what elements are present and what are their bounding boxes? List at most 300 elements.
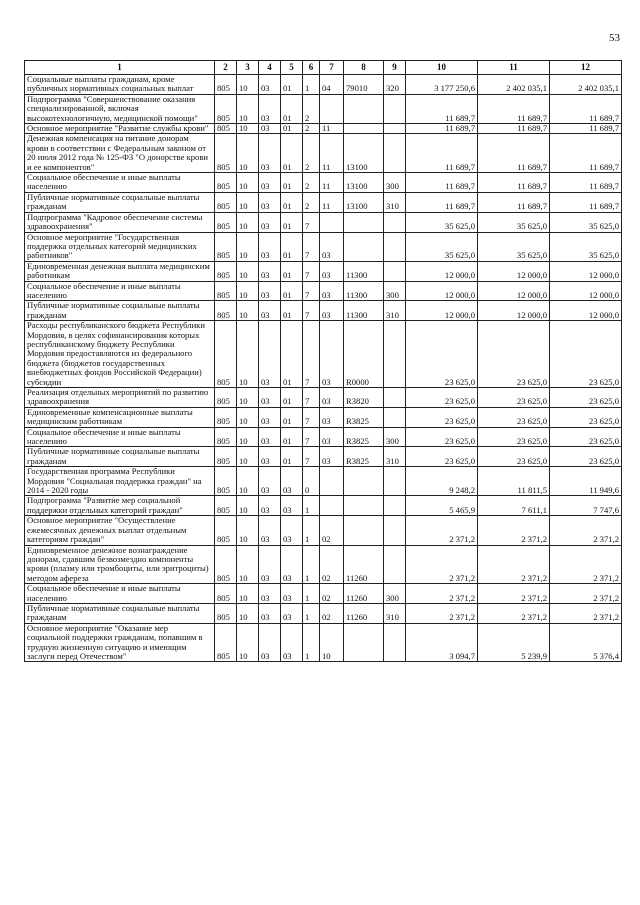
table-row [25,467,622,496]
amount-cell: 23 625,0 [406,447,478,467]
code-cell: 805 [215,124,237,134]
table-row [25,281,622,301]
code-cell: 10 [237,516,259,545]
code-cell: 10 [237,427,259,447]
code-cell: 805 [215,623,237,662]
amount-cell: 11 689,7 [406,124,478,134]
amount-cell: 11 689,7 [478,173,550,193]
code-cell: 03 [259,261,281,281]
code-cell [384,124,406,134]
code-cell: 10 [237,261,259,281]
code-cell: 03 [320,301,344,321]
code-cell: 10 [320,623,344,662]
code-cell: 300 [384,427,406,447]
code-cell: 805 [215,603,237,623]
amount-cell: 12 000,0 [406,281,478,301]
amount-cell: 11 689,7 [550,94,622,123]
amount-cell: 35 625,0 [550,232,622,261]
code-cell: 03 [281,516,303,545]
code-cell [384,94,406,123]
amount-cell: 11 689,7 [478,134,550,173]
code-cell: 805 [215,467,237,496]
code-cell: 805 [215,192,237,212]
code-cell: 01 [281,173,303,193]
code-cell: 10 [237,496,259,516]
code-cell: 10 [237,388,259,408]
amount-cell: 12 000,0 [406,301,478,321]
row-name-cell: Социальное обеспечение и иные выплаты населению [25,427,215,447]
amount-cell: 12 000,0 [406,261,478,281]
code-cell: 11 [320,124,344,134]
code-cell [384,516,406,545]
code-cell: 10 [237,94,259,123]
header-cell: 11 [478,61,550,75]
code-cell: 805 [215,301,237,321]
code-cell: 805 [215,261,237,281]
code-cell: 04 [320,75,344,95]
amount-cell: 23 625,0 [406,321,478,388]
code-cell [344,516,384,545]
code-cell: 1 [303,623,320,662]
table-row [25,212,622,232]
row-name-cell: Публичные нормативные социальные выплаты гражданам [25,447,215,467]
code-cell: R3820 [344,388,384,408]
code-cell: 11 [320,134,344,173]
amount-cell: 2 371,2 [406,545,478,584]
row-name-cell: Публичные нормативные социальные выплаты гражданам [25,192,215,212]
amount-cell: 11 689,7 [406,173,478,193]
amount-cell: 11 689,7 [550,134,622,173]
code-cell: 805 [215,212,237,232]
code-cell: 2 [303,94,320,123]
code-cell: 10 [237,545,259,584]
code-cell: 03 [259,232,281,261]
row-name-cell: Основное мероприятие "Осуществление ежемесячных денежных выплат отдельным категориям граждан" [25,516,215,545]
code-cell [384,407,406,427]
amount-cell: 2 371,2 [550,545,622,584]
code-cell [344,94,384,123]
header-cell: 7 [320,61,344,75]
row-name-cell: Публичные нормативные социальные выплаты гражданам [25,301,215,321]
code-cell: 310 [384,447,406,467]
amount-cell: 23 625,0 [478,388,550,408]
row-name-cell: Подпрограмма "Совершенствование оказания специализированной, включая высокотехнологичную, медицинской помощи" [25,94,215,123]
code-cell: 01 [281,321,303,388]
code-cell: 11260 [344,545,384,584]
header-cell: 2 [215,61,237,75]
table-row [25,134,622,173]
code-cell [384,232,406,261]
amount-cell: 11 689,7 [406,94,478,123]
code-cell: 805 [215,584,237,604]
code-cell: 03 [281,623,303,662]
table-row [25,124,622,134]
code-cell: 03 [259,584,281,604]
code-cell: 03 [259,545,281,584]
code-cell [384,545,406,584]
table-row [25,545,622,584]
amount-cell: 11 689,7 [478,192,550,212]
amount-cell: 23 625,0 [550,427,622,447]
row-name-cell: Единовременное денежное вознаграждение донорам, сдавшим безвозмездно компоненты крови (плазму или тромбоциты, или эритроциты) методом афереза [25,545,215,584]
row-name-cell: Расходы республиканского бюджета Республики Мордовия, в целях софинансирования которых республиканскому бюджету Республики Мордовия предоставляются из федерального бюджета (бюджетов государственных внебюджетных фондов Российской Федерации) субсидии [25,321,215,388]
code-cell: 01 [281,75,303,95]
amount-cell: 35 625,0 [406,232,478,261]
code-cell [344,467,384,496]
row-name-cell: Основное мероприятие "Развитие службы крови" [25,124,215,134]
code-cell [320,212,344,232]
amount-cell: 3 177 250,6 [406,75,478,95]
code-cell: 805 [215,407,237,427]
table-row [25,173,622,193]
code-cell: 03 [259,407,281,427]
code-cell: 805 [215,427,237,447]
code-cell: 03 [259,75,281,95]
code-cell: 03 [259,212,281,232]
amount-cell: 11 689,7 [406,134,478,173]
code-cell: 03 [320,447,344,467]
row-name-cell: Социальное обеспечение и иные выплаты населению [25,281,215,301]
amount-cell: 5 239,9 [478,623,550,662]
code-cell: 03 [281,496,303,516]
code-cell: 01 [281,281,303,301]
code-cell: 320 [384,75,406,95]
row-name-cell: Подпрограмма "Кадровое обеспечение системы здравоохранения" [25,212,215,232]
code-cell: 2 [303,173,320,193]
amount-cell: 7 747,6 [550,496,622,516]
amount-cell: 5 465,9 [406,496,478,516]
amount-cell: 7 611,1 [478,496,550,516]
code-cell: 2 [303,124,320,134]
code-cell: 310 [384,603,406,623]
code-cell: 10 [237,281,259,301]
amount-cell: 23 625,0 [550,388,622,408]
code-cell: 11 [320,173,344,193]
code-cell: 03 [320,281,344,301]
budget-table [24,60,622,662]
row-name-cell: Социальное обеспечение и иные выплаты населению [25,584,215,604]
code-cell: 01 [281,134,303,173]
code-cell: 03 [281,584,303,604]
code-cell: 03 [259,623,281,662]
header-cell: 6 [303,61,320,75]
code-cell [344,232,384,261]
code-cell: 03 [259,124,281,134]
header-cell: 4 [259,61,281,75]
amount-cell: 23 625,0 [406,427,478,447]
code-cell: 11300 [344,261,384,281]
code-cell: 10 [237,134,259,173]
amount-cell: 35 625,0 [406,212,478,232]
amount-cell: 23 625,0 [550,407,622,427]
amount-cell: 23 625,0 [406,388,478,408]
code-cell: 10 [237,301,259,321]
code-cell: 11300 [344,281,384,301]
code-cell: 01 [281,407,303,427]
code-cell: 10 [237,124,259,134]
code-cell: 805 [215,173,237,193]
code-cell: 03 [320,427,344,447]
table-row [25,94,622,123]
table-row [25,75,622,95]
code-cell: 805 [215,75,237,95]
table-row [25,321,622,388]
amount-cell: 2 371,2 [406,603,478,623]
code-cell [384,261,406,281]
code-cell: 10 [237,623,259,662]
amount-cell: 12 000,0 [478,301,550,321]
code-cell [320,496,344,516]
code-cell: 0 [303,467,320,496]
code-cell: 7 [303,321,320,388]
code-cell [384,212,406,232]
code-cell: 805 [215,496,237,516]
code-cell: 11260 [344,584,384,604]
page-number: 53 [609,32,620,44]
code-cell: 01 [281,427,303,447]
code-cell: 7 [303,447,320,467]
table-row [25,623,622,662]
code-cell: R3825 [344,407,384,427]
amount-cell: 12 000,0 [478,261,550,281]
code-cell: 79010 [344,75,384,95]
row-name-cell: Подпрограмма "Развитие мер социальной поддержки отдельных категорий граждан" [25,496,215,516]
code-cell: 7 [303,427,320,447]
code-cell: R0000 [344,321,384,388]
row-name-cell: Единовременная денежная выплата медицинским работникам [25,261,215,281]
code-cell: 03 [320,388,344,408]
code-cell: 01 [281,232,303,261]
table-row [25,603,622,623]
amount-cell: 3 094,7 [406,623,478,662]
amount-cell: 2 371,2 [406,516,478,545]
code-cell [384,623,406,662]
code-cell: 01 [281,447,303,467]
code-cell: 805 [215,447,237,467]
header-cell: 5 [281,61,303,75]
code-cell: 10 [237,584,259,604]
code-cell: 7 [303,281,320,301]
code-cell: 03 [281,603,303,623]
code-cell: 10 [237,75,259,95]
row-name-cell: Основное мероприятие "Государственная поддержка отдельных категорий медицинских работников" [25,232,215,261]
code-cell: 03 [259,301,281,321]
code-cell: 02 [320,516,344,545]
code-cell: 1 [303,584,320,604]
amount-cell: 11 689,7 [406,192,478,212]
table-header [25,61,622,75]
row-name-cell: Основное мероприятие "Оказание мер социальной поддержки гражданам, попавшим в трудную жизненную ситуацию и имеющим заслуги перед Отечеством" [25,623,215,662]
code-cell: 13100 [344,192,384,212]
code-cell [344,212,384,232]
row-name-cell: Социальное обеспечение и иные выплаты населению [25,173,215,193]
table-row [25,301,622,321]
amount-cell: 2 371,2 [550,584,622,604]
code-cell: 805 [215,134,237,173]
code-cell: 03 [259,427,281,447]
code-cell: 300 [384,173,406,193]
code-cell: 1 [303,603,320,623]
code-cell: 03 [259,388,281,408]
code-cell: 01 [281,261,303,281]
code-cell: 1 [303,75,320,95]
table-row [25,496,622,516]
header-cell: 1 [25,61,215,75]
amount-cell: 12 000,0 [478,281,550,301]
code-cell: 300 [384,584,406,604]
amount-cell: 5 376,4 [550,623,622,662]
amount-cell: 2 371,2 [478,603,550,623]
header-row [25,61,622,75]
code-cell: 300 [384,281,406,301]
code-cell: 03 [259,281,281,301]
code-cell: 01 [281,212,303,232]
code-cell: 03 [320,321,344,388]
code-cell: 11 [320,192,344,212]
code-cell: 7 [303,407,320,427]
amount-cell: 11 689,7 [550,173,622,193]
code-cell: R3825 [344,427,384,447]
table-row [25,232,622,261]
code-cell: 01 [281,388,303,408]
code-cell: 11260 [344,603,384,623]
row-name-cell: Социальные выплаты гражданам, кроме публичных нормативных социальных выплат [25,75,215,95]
header-cell: 3 [237,61,259,75]
code-cell: 01 [281,94,303,123]
code-cell: 805 [215,94,237,123]
table-row [25,584,622,604]
amount-cell: 2 371,2 [478,516,550,545]
amount-cell: 12 000,0 [550,261,622,281]
amount-cell: 11 689,7 [550,124,622,134]
code-cell: 1 [303,545,320,584]
amount-cell: 2 371,2 [478,545,550,584]
amount-cell: 2 371,2 [550,516,622,545]
code-cell: 805 [215,388,237,408]
code-cell: 10 [237,212,259,232]
code-cell: 03 [281,467,303,496]
amount-cell: 11 949,6 [550,467,622,496]
amount-cell: 35 625,0 [478,212,550,232]
amount-cell: 2 402 035,1 [550,75,622,95]
code-cell: 03 [259,192,281,212]
code-cell: 03 [281,545,303,584]
code-cell: 13100 [344,173,384,193]
code-cell: 01 [281,192,303,212]
code-cell: R3825 [344,447,384,467]
row-name-cell: Государственная программа Республики Мордовия "Социальная поддержка граждан" на 2014 - 2020 годы [25,467,215,496]
code-cell [320,467,344,496]
code-cell: 03 [259,496,281,516]
row-name-cell: Публичные нормативные социальные выплаты гражданам [25,603,215,623]
amount-cell: 23 625,0 [550,447,622,467]
code-cell: 805 [215,281,237,301]
code-cell: 03 [320,407,344,427]
amount-cell: 2 371,2 [478,584,550,604]
code-cell: 2 [303,192,320,212]
code-cell: 805 [215,321,237,388]
code-cell: 805 [215,545,237,584]
amount-cell: 2 402 035,1 [478,75,550,95]
amount-cell: 23 625,0 [406,407,478,427]
header-cell: 12 [550,61,622,75]
code-cell [344,124,384,134]
code-cell: 1 [303,496,320,516]
code-cell: 03 [259,134,281,173]
table-row [25,407,622,427]
header-cell: 10 [406,61,478,75]
code-cell: 10 [237,407,259,427]
code-cell: 310 [384,301,406,321]
code-cell: 03 [259,173,281,193]
header-cell: 9 [384,61,406,75]
code-cell [384,388,406,408]
amount-cell: 23 625,0 [478,447,550,467]
code-cell: 10 [237,447,259,467]
amount-cell: 2 371,2 [550,603,622,623]
amount-cell: 35 625,0 [478,232,550,261]
code-cell: 805 [215,232,237,261]
code-cell: 805 [215,516,237,545]
amount-cell: 23 625,0 [478,321,550,388]
code-cell: 03 [259,321,281,388]
code-cell: 310 [384,192,406,212]
amount-cell: 11 689,7 [478,94,550,123]
amount-cell: 23 625,0 [550,321,622,388]
code-cell: 02 [320,545,344,584]
code-cell: 7 [303,212,320,232]
table-row [25,261,622,281]
code-cell: 03 [320,232,344,261]
code-cell: 03 [259,447,281,467]
code-cell: 01 [281,124,303,134]
code-cell: 01 [281,301,303,321]
code-cell: 02 [320,584,344,604]
row-name-cell: Денежная компенсация на питание донорам крови в соответствии с Федеральным законом от 20 июля 2012 года № 125-ФЗ "О донорстве крови и ее компонентов" [25,134,215,173]
amount-cell: 11 811,5 [478,467,550,496]
code-cell [320,94,344,123]
amount-cell: 23 625,0 [478,407,550,427]
code-cell: 7 [303,232,320,261]
amount-cell: 9 248,2 [406,467,478,496]
amount-cell: 23 625,0 [478,427,550,447]
amount-cell: 2 371,2 [406,584,478,604]
code-cell: 11300 [344,301,384,321]
table-row [25,447,622,467]
code-cell: 10 [237,321,259,388]
amount-cell: 11 689,7 [478,124,550,134]
code-cell: 10 [237,232,259,261]
code-cell [344,496,384,516]
code-cell: 03 [259,467,281,496]
code-cell [344,623,384,662]
amount-cell: 12 000,0 [550,281,622,301]
table-body [25,75,622,662]
table-row [25,388,622,408]
row-name-cell: Реализация отдельных мероприятий по развитию здравоохранения [25,388,215,408]
code-cell: 13100 [344,134,384,173]
code-cell [384,496,406,516]
amount-cell: 12 000,0 [550,301,622,321]
code-cell: 1 [303,516,320,545]
code-cell: 10 [237,192,259,212]
code-cell: 10 [237,603,259,623]
code-cell: 10 [237,173,259,193]
table-row [25,427,622,447]
code-cell: 03 [259,603,281,623]
header-cell: 8 [344,61,384,75]
amount-cell: 11 689,7 [550,192,622,212]
